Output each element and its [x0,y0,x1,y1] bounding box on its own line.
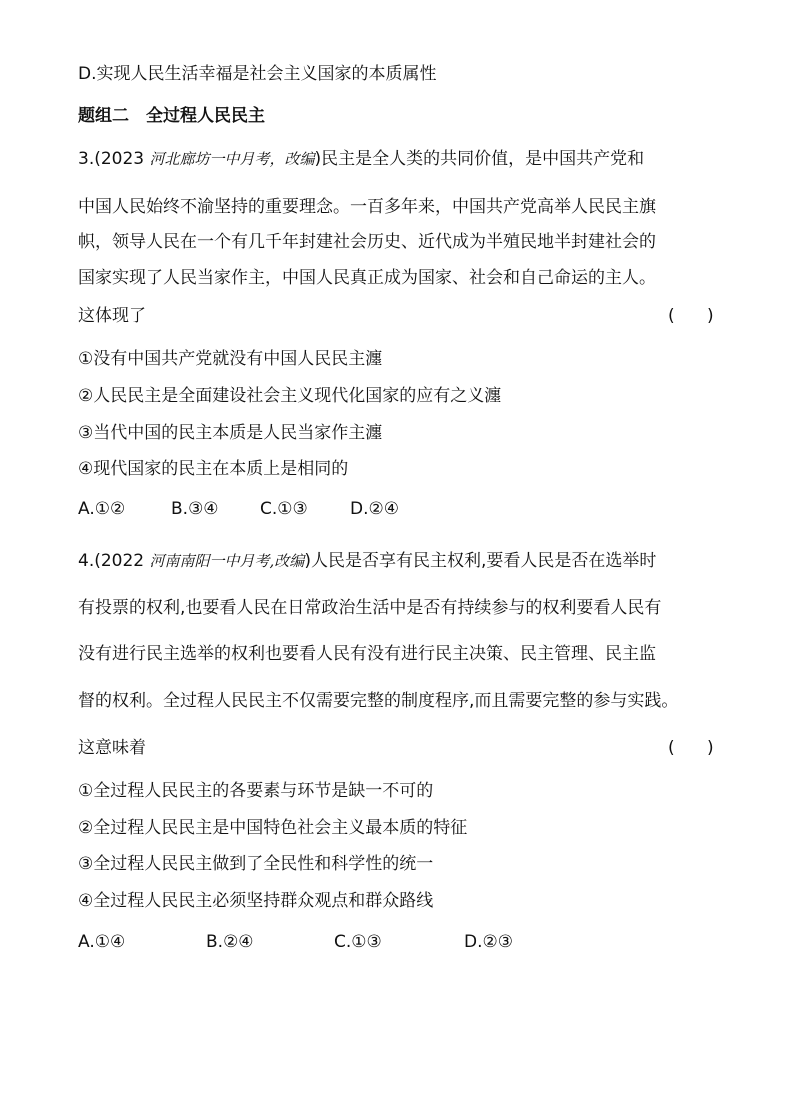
previous-option-d: D.实现人民生活幸福是社会主义国家的本质属性 [78,64,437,84]
q3-item-2: ②人民民主是全面建设社会主义现代化国家的应有之义瀍 [78,386,502,406]
q4-answer-bracket: ( ) [668,738,714,758]
q4-option-b: B.②④ [206,932,254,952]
q4-text-1: )人民是否享有民主权利,要看人民是否在选举时 [304,551,657,571]
q3-line-2: 中国人民始终不渝坚持的重要理念。一百多年来，中国共产党高举人民民主旗 [78,197,656,217]
q4-option-d: D.②③ [464,932,513,952]
q3-item-4: ④现代国家的民主在本质上是相同的 [78,459,349,479]
q3-line-3: 帜，领导人民在一个有几千年封建社会历史、近代成为半殖民地半封建社会的 [78,232,656,252]
q3-option-d: D.②④ [350,499,399,519]
q4-item-2: ②全过程人民民主是中国特色社会主义最本质的特征 [78,818,468,838]
q4-number: 4.(2022 [78,551,150,571]
q3-text-1: )民主是全人类的共同价值，是中国共产党和 [314,149,645,169]
q4-item-4: ④全过程人民民主必须坚持群众观点和群众路线 [78,891,434,911]
q4-line-2: 有投票的权利,也要看人民在日常政治生活中是否有持续参与的权利要看人民有 [78,598,662,618]
q3-line-5: 这体现了 [78,306,146,326]
q3-option-c: C.①③ [260,499,308,519]
q3-line-4: 国家实现了人民当家作主，中国人民真正成为国家、社会和自己命运的主人。 [78,268,656,288]
q4-item-3: ③全过程人民民主做到了全民性和科学性的统一 [78,854,434,874]
q3-item-3: ③当代中国的民主本质是人民当家作主瀍 [78,423,383,443]
q3-options [78,497,399,521]
q3-option-a: A.①② [78,499,126,519]
q4-line-5: 这意味着 [78,738,146,758]
q4-item-1: ①全过程人民民主的各要素与环节是缺一不可的 [78,781,434,801]
q4-line-1 [78,549,656,573]
q3-number: 3.(2023 [78,149,150,169]
q4-line-4: 督的权利。全过程人民民主不仅需要完整的制度程序,而且需要完整的参与实践。 [78,691,679,711]
q3-source: 河北廊坊一中月考，改编 [149,150,315,168]
q3-line-1 [78,147,644,171]
q3-answer-bracket: ( ) [668,306,714,326]
q4-source: 河南南阳一中月考,改编 [149,552,305,570]
q3-item-1: ①没有中国共产党就没有中国人民民主瀍 [78,349,383,369]
section-heading: 题组二 全过程人民民主 [78,106,265,126]
q4-option-c: C.①③ [334,932,382,952]
q4-option-a: A.①④ [78,932,126,952]
q4-line-3: 没有进行民主选举的权利也要看人民有没有进行民主决策、民主管理、民主监 [78,644,656,664]
q3-option-b: B.③④ [171,499,219,519]
q4-options [78,930,513,954]
